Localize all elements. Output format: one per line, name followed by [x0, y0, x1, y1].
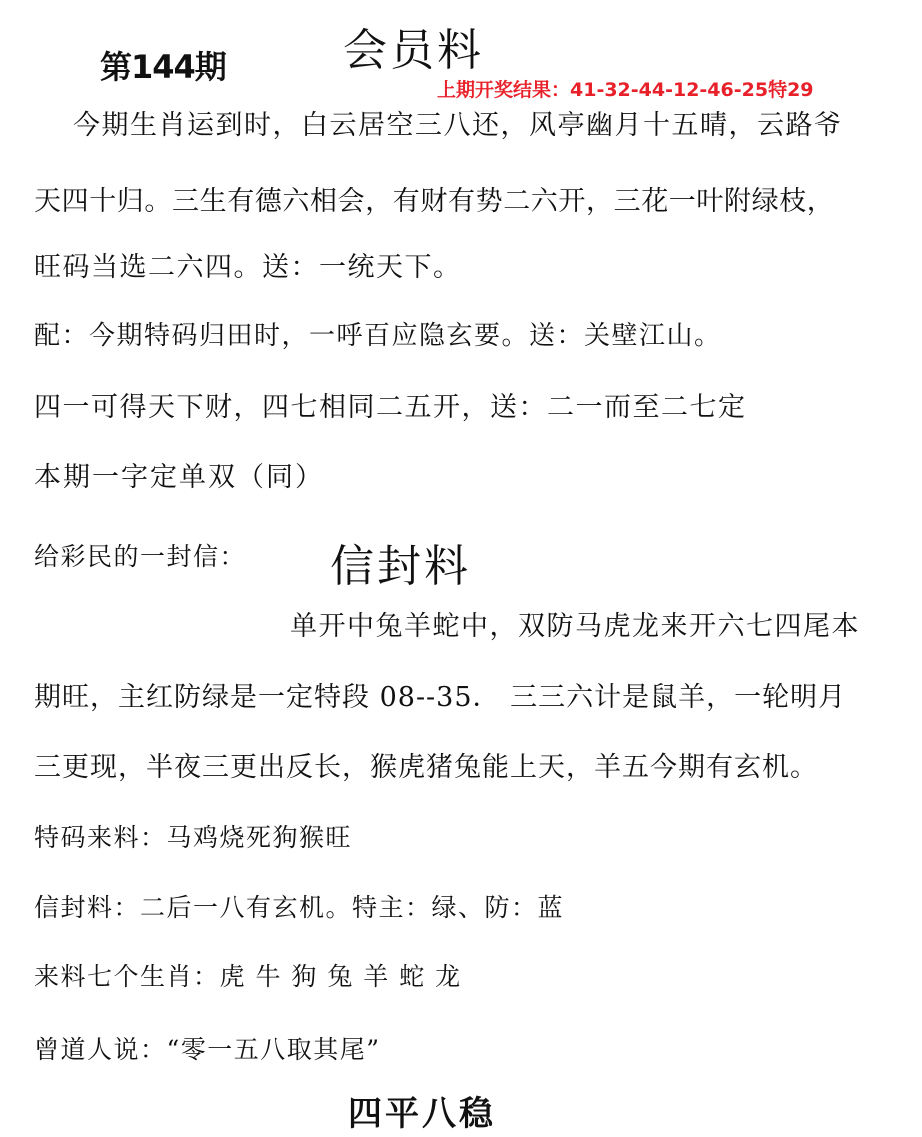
last-draw-result: 上期开奖结果：41-32-44-12-46-25特29 [437, 79, 814, 101]
page-title: 会员料 [343, 25, 484, 76]
issue-number: 第144期 [100, 48, 226, 86]
section-title: 信封料 [330, 541, 471, 592]
letter-extra-line: 曾道人说：“零一五八取其尾” [34, 1035, 381, 1064]
letter-label: 给彩民的一封信： [34, 542, 247, 571]
member-line: 四一可得天下财，四七相同二五开，送：二一而至二七定 [34, 392, 747, 423]
member-line: 旺码当选二六四。送：一统天下。 [34, 252, 462, 283]
member-line: 配：今期特码归田时，一呼百应隐玄要。送：关壁江山。 [34, 321, 722, 351]
footer-title: 四平八稳 [348, 1094, 496, 1134]
letter-extra-line: 信封料：二后一八有玄机。特主：绿、防：蓝 [34, 893, 565, 922]
letter-line: 期旺，主红防绿是一定特段 08--35． 三三六计是鼠羊，一轮明月 [34, 682, 847, 713]
member-line: 本期一字定单双（同） [34, 462, 324, 493]
letter-extra-line: 来料七个生肖：虎 牛 狗 兔 羊 蛇 龙 [34, 962, 462, 991]
letter-line: 单开中兔羊蛇中，双防马虎龙来开六七四尾本 [290, 611, 860, 642]
letter-extra-line: 特码来料：马鸡烧死狗猴旺 [34, 823, 353, 852]
member-line: 天四十归。三生有德六相会，有财有势二六开，三花一叶附绿枝， [34, 186, 835, 217]
member-line: 今期生肖运到时，白云居空三八还，风亭幽月十五晴，云路爷 [73, 110, 843, 141]
letter-line: 三更现，半夜三更出反长，猴虎猪兔能上天，羊五今期有玄机。 [34, 752, 818, 783]
